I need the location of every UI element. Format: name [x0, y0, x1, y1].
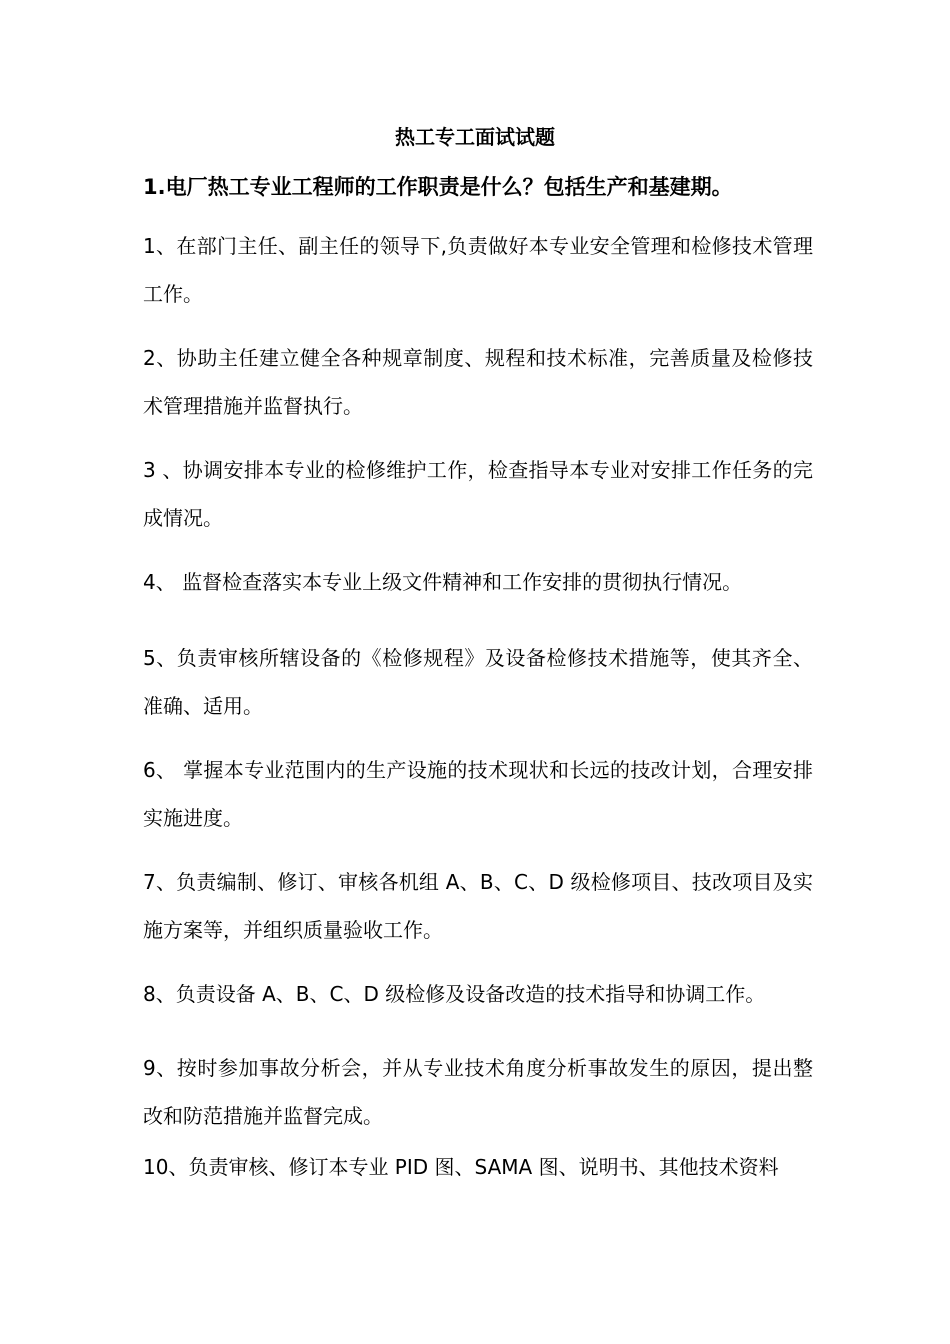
answer-item-1: 1、在部门主任、副主任的领导下,负责做好本专业安全管理和检修技术管理工作。 [143, 234, 813, 306]
answer-item-5: 5、负责审核所辖设备的《检修规程》及设备检修技术措施等，使其齐全、准确、适用。 [143, 646, 813, 718]
answer-item-8: 8、负责设备 A、B、C、D 级检修及设备改造的技术指导和协调工作。 [143, 982, 766, 1006]
document-title: 热工专工面试试题 [395, 125, 555, 149]
answer-item-3: 3 、协调安排本专业的检修维护工作，检查指导本专业对安排工作任务的完成情况。 [143, 458, 813, 530]
answer-item-6: 6、 掌握本专业范围内的生产设施的技术现状和长远的技改计划，合理安排实施进度。 [143, 758, 813, 830]
answer-item-2: 2、协助主任建立健全各种规章制度、规程和技术标准，完善质量及检修技术管理措施并监督执行。 [143, 346, 813, 418]
answer-item-7: 7、负责编制、修订、审核各机组 A、B、C、D 级检修项目、技改项目及实施方案等，并组织质量验收工作。 [143, 870, 813, 942]
question-heading: 1.电厂热工专业工程师的工作职责是什么？包括生产和基建期。 [143, 175, 733, 199]
answer-item-10: 10、负责审核、修订本专业 PID 图、SAMA 图、说明书、其他技术资料 [143, 1155, 779, 1179]
answer-item-9: 9、按时参加事故分析会，并从专业技术角度分析事故发生的原因，提出整改和防范措施并监督完成。 [143, 1056, 813, 1128]
answer-item-4: 4、 监督检查落实本专业上级文件精神和工作安排的贯彻执行情况。 [143, 570, 743, 594]
